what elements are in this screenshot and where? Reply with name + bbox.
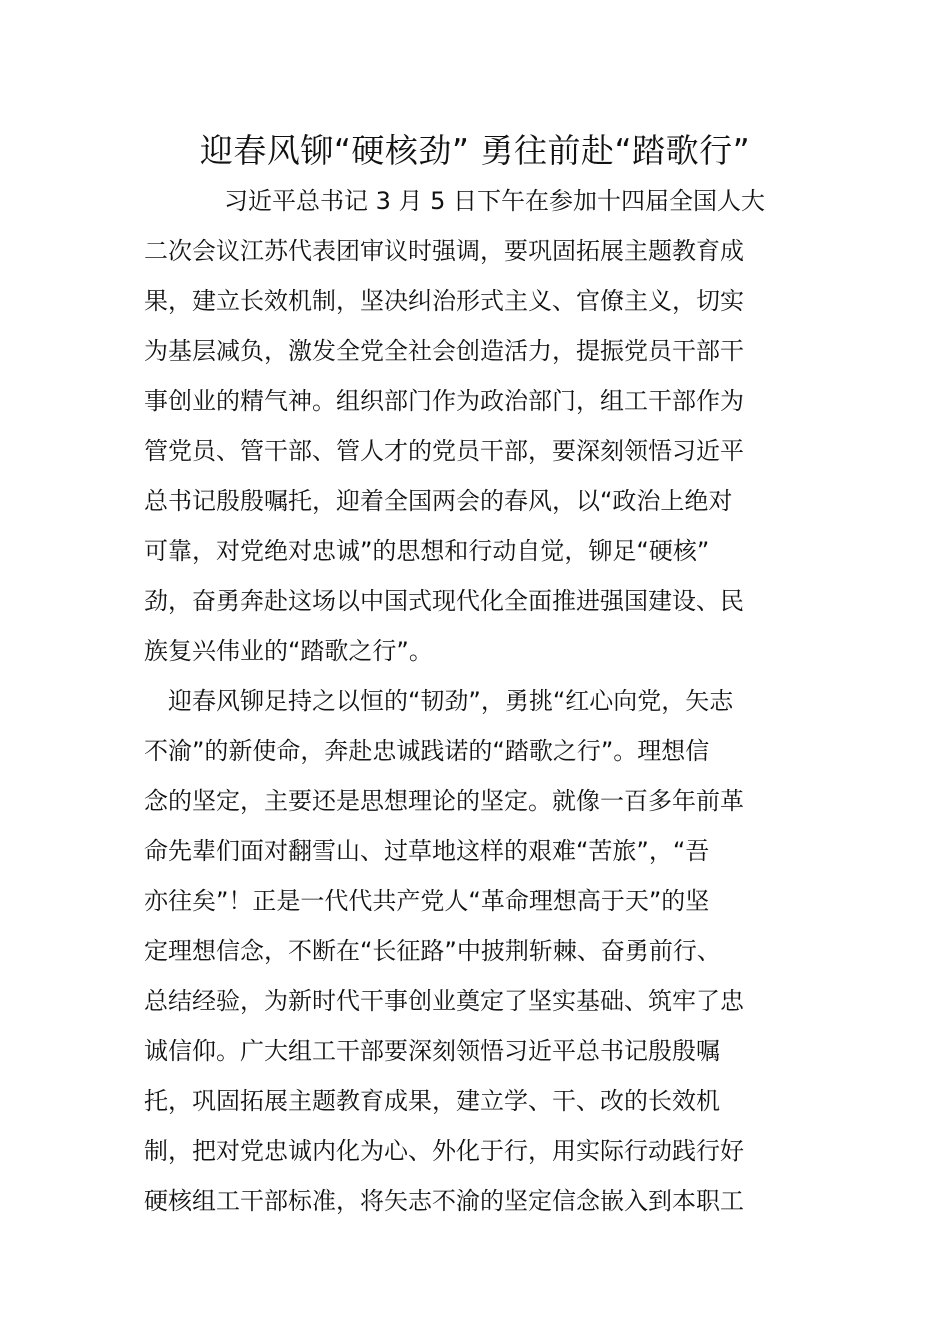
text-line: 事创业的精气神。组织部门作为政治部门，组工干部作为 [144,387,744,415]
text-line: 习近平总书记 3 月 5 日下午在参加十四届全国人大 [224,187,766,215]
text-line: 硬核组工干部标准，将矢志不渝的坚定信念嵌入到本职工 [144,1187,744,1215]
text-line: 命先辈们面对翻雪山、过草地这样的艰难“苦旅”，“吾 [144,837,710,865]
document-title: 迎春风铆“硬核劲” 勇往前赴“踏歌行” [199,131,751,170]
text-line: 为基层减负，激发全党全社会创造活力，提振党员干部干 [144,337,744,365]
text-line: 迎春风铆足持之以恒的“韧劲”，勇挑“红心向党，矢志 [168,687,734,715]
text-line: 管党员、管干部、管人才的党员干部，要深刻领悟习近平 [144,437,744,465]
text-line: 诚信仰。广大组工干部要深刻领悟习近平总书记殷殷嘱 [144,1037,720,1065]
text-line: 制，把对党忠诚内化为心、外化于行，用实际行动践行好 [144,1137,744,1165]
paragraph-2 [144,676,806,1226]
text-line: 不渝”的新使命，奔赴忠诚践诺的“踏歌之行”。理想信 [144,737,710,765]
text-line: 亦往矣”！正是一代代共产党人“革命理想高于天”的坚 [144,887,710,915]
text-line: 果，建立长效机制，坚决纠治形式主义、官僚主义，切实 [144,287,744,315]
paragraph-1 [144,176,806,676]
text-line: 念的坚定，主要还是思想理论的坚定。就像一百多年前革 [144,787,744,815]
text-line: 劲，奋勇奔赴这场以中国式现代化全面推进强国建设、民 [144,587,744,615]
text-line: 可靠，对党绝对忠诚”的思想和行动自觉，铆足“硬核” [144,537,710,565]
document-body [144,176,806,1226]
text-line: 总结经验，为新时代干事创业奠定了坚实基础、筑牢了忠 [144,987,744,1015]
text-line: 托，巩固拓展主题教育成果，建立学、干、改的长效机 [144,1087,720,1115]
text-line: 族复兴伟业的“踏歌之行”。 [144,637,433,665]
text-line: 总书记殷殷嘱托，迎着全国两会的春风，以“政治上绝对 [144,487,733,515]
text-line: 二次会议江苏代表团审议时强调，要巩固拓展主题教育成 [144,237,744,265]
text-line: 定理想信念，不断在“长征路”中披荆斩棘、奋勇前行、 [144,937,721,965]
